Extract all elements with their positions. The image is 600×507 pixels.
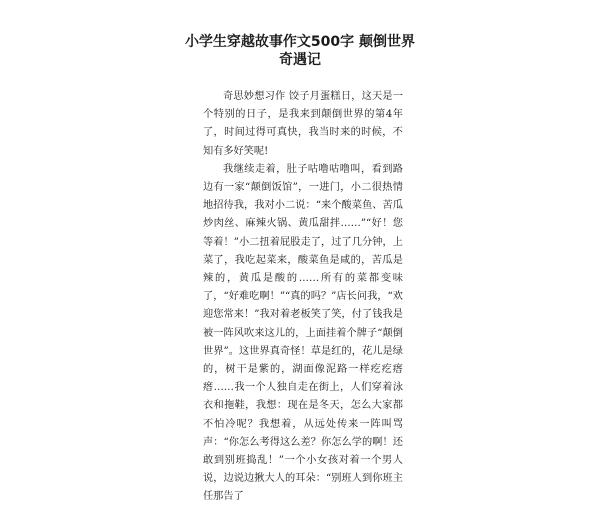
paragraph: 奇思妙想习作 饺子月蛋糕日，这天是一个特别的日子，是我来到颠倒世界的第4年了，时间过得可真快，我当时来的时候，不知有多好笑呢! [203,91,403,157]
document-body [203,88,403,507]
paragraph: 我继续走着，肚子咕噜咕噜叫，看到路边有一家“颠倒饭馆”，一进门，小二很热情地招待我，我对小二说：“来个酸菜鱼、苦瓜炒肉丝、麻辣火锅、黄瓜甜拌……”“好！您等着！”小二扭着屁股走了，过了几分钟，上菜了，我吃起菜来，酸菜鱼是咸的，苦瓜是辣的，黄瓜是酸的……所有的菜都变味了，“好难吃啊！”“真的吗？”店长问我，“欢迎您常来！”我对着老板笑了笑，付了钱我是被一阵风吹来这儿的，上面挂着个牌子“颠倒世界”。这世界真奇怪！草是红的，花儿是绿的，树干是紫的，湖面像泥路一样疙疙瘩瘩……我一个人独自走在街上，人们穿着泳衣和拖鞋，我想：现在是冬天，怎么大家都不怕冷呢？我想着，从远处传来一阵叫骂声：“你怎么考得这么差？你怎么学的啊！还敢到别班捣乱！”一个小女孩对着一个男人说，边说边揪大人的耳朵：“别班人到你班主任那告了 [203,163,403,503]
document-title: 小学生穿越故事作文500字 颠倒世界奇遇记 [184,34,416,68]
